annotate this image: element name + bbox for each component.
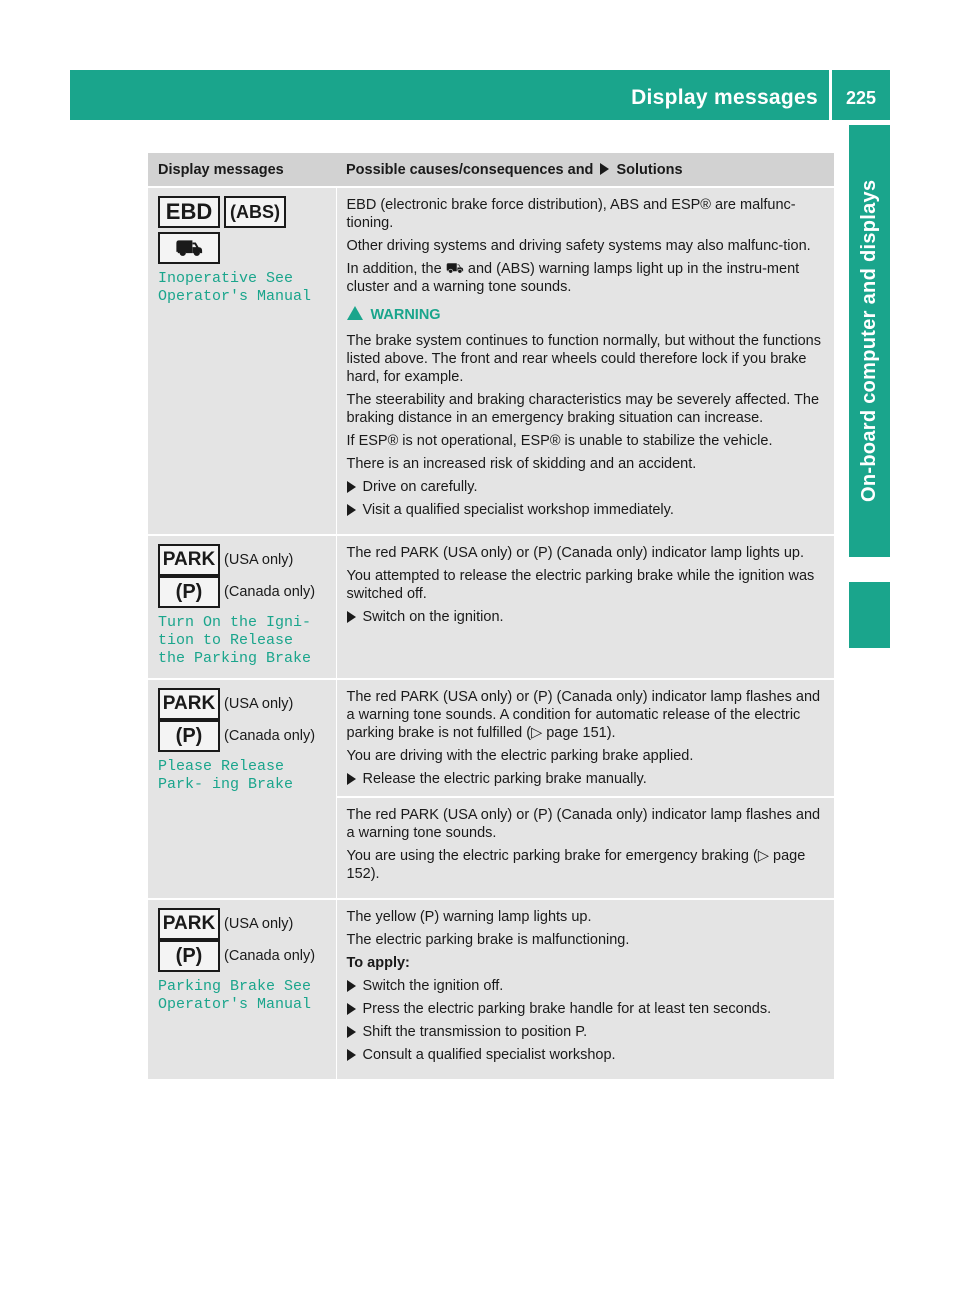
table-header-row	[148, 153, 834, 187]
column-header-causes: Possible causes/consequences and Solutions	[336, 153, 834, 187]
header-bar	[70, 70, 890, 120]
causes-cell	[336, 187, 834, 535]
alternate-cause-block	[337, 796, 835, 883]
cause-paragraph: In addition, the ⛟ and (ABS) warning lamps light up in the instru-ment cluster and a warning tone sounds.	[346, 261, 800, 295]
cause-paragraph: The yellow (P) warning lamp lights up.	[346, 909, 592, 925]
message-cell	[148, 899, 336, 1079]
parking-brake-p-icon: (P)	[158, 940, 220, 972]
canada-only-label: (Canada only)	[224, 583, 316, 600]
solution-step: Switch on the ignition.	[347, 608, 827, 626]
solution-step: Consult a qualified specialist workshop.	[347, 1046, 827, 1064]
cause-paragraph: You are using the electric parking brake for emergency braking (▷ page 152).	[346, 848, 806, 882]
section-side-tab[interactable]	[849, 125, 890, 557]
solution-step: Drive on carefully.	[347, 478, 827, 496]
table-row	[148, 187, 834, 535]
cause-paragraph: The electric parking brake is malfunctioning.	[346, 932, 630, 948]
cause-paragraph: The red PARK (USA only) or (P) (Canada only) indicator lamp lights up.	[346, 545, 804, 561]
solution-step: Visit a qualified specialist workshop immediately.	[347, 501, 827, 519]
warning-heading: WARNING	[347, 306, 827, 324]
display-message-text: Parking Brake See Operator's Manual	[158, 978, 312, 1013]
display-message-text: Please Release Park‐ ing Brake	[158, 758, 294, 793]
park-indicator-icon: PARK	[158, 688, 220, 720]
solution-step: Shift the transmission to position P.	[347, 1023, 827, 1041]
warning-triangle-icon	[347, 306, 363, 320]
abs-warning-icon: (ABS)	[224, 196, 286, 228]
canada-only-label: (Canada only)	[224, 947, 316, 964]
message-cell	[148, 679, 336, 899]
parking-brake-p-icon: (P)	[158, 720, 220, 752]
page-title: Display messages	[631, 86, 818, 109]
causes-cell	[336, 679, 834, 899]
canada-only-label: (Canada only)	[224, 727, 316, 744]
section-marker	[849, 582, 890, 648]
park-indicator-icon: PARK	[158, 908, 220, 940]
solution-step: Release the electric parking brake manually.	[347, 770, 827, 788]
display-message-text: Inoperative See Operator's Manual	[158, 270, 312, 305]
usa-only-label: (USA only)	[224, 551, 294, 568]
table-row	[148, 535, 834, 679]
usa-only-label: (USA only)	[224, 695, 294, 712]
warning-paragraph: If ESP® is not operational, ESP® is unable to stabilize the vehicle.	[346, 433, 773, 449]
warning-paragraph: There is an increased risk of skidding and an accident.	[346, 456, 697, 472]
table-row	[148, 679, 834, 899]
cause-paragraph: You attempted to release the electric parking brake while the ignition was switched off.	[346, 568, 815, 602]
warning-paragraph: The steerability and braking characteristics may be severely affected. The braking distance in an emergency braking situation can increase.	[346, 392, 820, 426]
column-header-display-messages: Display messages	[148, 153, 336, 187]
parking-brake-p-icon: (P)	[158, 576, 220, 608]
esp-skid-icon: ⛟	[158, 232, 220, 264]
arrow-right-icon	[600, 163, 609, 175]
solution-step: Press the electric parking brake handle for at least ten seconds.	[347, 1000, 827, 1018]
display-message-text: Turn On the Igni‐ tion to Release the Parking Brake	[158, 614, 312, 667]
causes-cell	[336, 899, 834, 1079]
cause-paragraph: The red PARK (USA only) or (P) (Canada only) indicator lamp flashes and a warning tone sounds. A condition for automatic release of the electric parking brake is not fulfilled (▷ page 151).	[346, 689, 821, 741]
message-cell	[148, 187, 336, 535]
cause-paragraph: EBD (electronic brake force distribution), ABS and ESP® are malfunc-tioning.	[346, 197, 796, 231]
table-row	[148, 899, 834, 1079]
section-side-tab-label: On-board computer and displays	[858, 179, 880, 503]
message-cell	[148, 535, 336, 679]
to-apply-label: To apply:	[346, 955, 410, 971]
warning-paragraph: The brake system continues to function normally, but without the functions listed above. The front and rear wheels could therefore lock if you brake hard, for example.	[346, 333, 821, 385]
park-indicator-icon: PARK	[158, 544, 220, 576]
cause-paragraph: You are driving with the electric parking brake applied.	[346, 748, 694, 764]
causes-cell	[336, 535, 834, 679]
cause-paragraph: Other driving systems and driving safety systems may also malfunc-tion.	[346, 238, 811, 254]
usa-only-label: (USA only)	[224, 915, 294, 932]
page-number: 225	[845, 88, 877, 108]
ebd-warning-icon: EBD	[158, 196, 220, 228]
cause-paragraph: The red PARK (USA only) or (P) (Canada only) indicator lamp flashes and a warning tone sounds.	[346, 807, 821, 841]
display-messages-table	[148, 153, 834, 1079]
solution-step: Switch the ignition off.	[347, 977, 827, 995]
